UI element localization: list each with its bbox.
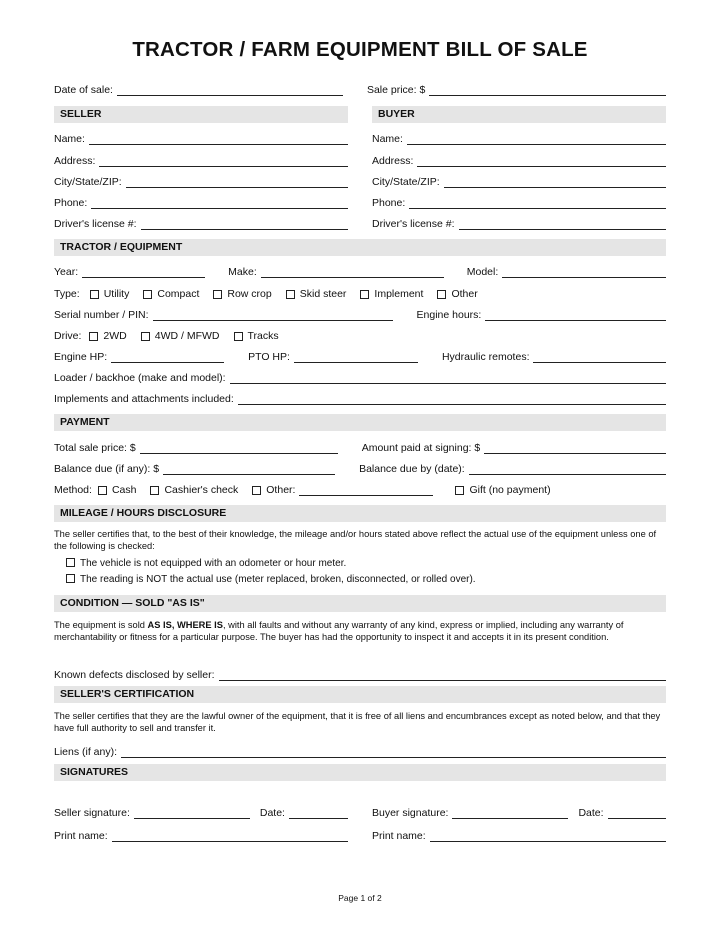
- buyer-address-label: Address:: [372, 155, 414, 167]
- buyer-license-row: [372, 214, 666, 230]
- loader-field[interactable]: [230, 371, 666, 384]
- drive-option-2wd[interactable]: 2WD: [89, 330, 126, 342]
- buyer-name-field[interactable]: [407, 132, 666, 145]
- drive-option-4wd[interactable]: 4WD / MFWD: [141, 330, 220, 342]
- buyer-section-header: BUYER: [372, 106, 666, 123]
- method-option-cash[interactable]: Cash: [98, 484, 137, 496]
- buyer-phone-field[interactable]: [409, 196, 666, 209]
- buyer-city-row: [372, 172, 666, 188]
- checkbox-icon[interactable]: [437, 290, 446, 299]
- seller-name-label: Name:: [54, 133, 85, 145]
- type-option-skid-steer[interactable]: Skid steer: [286, 288, 347, 300]
- mileage-section-header: MILEAGE / HOURS DISCLOSURE: [54, 505, 666, 522]
- make-label: Make:: [228, 266, 257, 278]
- mileage-disclosure-text: The seller certifies that, to the best of their knowledge, the mileage and/or hours stated above reflect the actual use of the equipment unless one of the following is checked:: [54, 529, 657, 551]
- amount-paid-label: Amount paid at signing: $: [361, 442, 481, 454]
- seller-phone-field[interactable]: [91, 196, 348, 209]
- total-price-label: Total sale price: $: [54, 442, 136, 454]
- liens-field[interactable]: [121, 745, 666, 758]
- engine-hp-label: Engine HP:: [54, 351, 108, 363]
- sale-info-row: [54, 80, 666, 96]
- as-is-emphasis: AS IS, WHERE IS: [147, 620, 223, 630]
- loader-label: Loader / backhoe (make and model):: [54, 372, 226, 384]
- defects-field[interactable]: [219, 668, 667, 681]
- liens-row: [54, 742, 666, 758]
- model-field[interactable]: [502, 265, 666, 278]
- seller-phone-row: [54, 193, 348, 209]
- checkbox-icon[interactable]: [89, 332, 98, 341]
- buyer-date-label: Date:: [578, 807, 604, 819]
- implements-label: Implements and attachments included:: [54, 393, 234, 405]
- balance-due-label: Balance due (if any): $: [54, 463, 160, 475]
- checkbox-icon[interactable]: [90, 290, 99, 299]
- buyer-name-label: Name:: [372, 133, 403, 145]
- method-other-field[interactable]: [299, 483, 433, 496]
- balance-due-by-field[interactable]: [469, 462, 666, 475]
- equipment-section-header: TRACTOR / EQUIPMENT: [54, 239, 666, 256]
- method-option-gift[interactable]: Gift (no payment): [455, 484, 550, 496]
- seller-name-field[interactable]: [89, 132, 348, 145]
- year-label: Year:: [54, 266, 79, 278]
- balance-due-by-label: Balance due by (date):: [359, 463, 465, 475]
- drive-option-tracks[interactable]: Tracks: [234, 330, 279, 342]
- date-of-sale-label: Date of sale:: [54, 84, 113, 96]
- seller-address-label: Address:: [54, 155, 96, 167]
- type-option-compact[interactable]: Compact: [143, 288, 199, 300]
- year-field[interactable]: [82, 265, 205, 278]
- method-label: Method:: [54, 484, 92, 496]
- pto-hp-label: PTO HP:: [248, 351, 290, 363]
- condition-section-header: CONDITION — SOLD "AS IS": [54, 595, 666, 612]
- seller-signature-row: [54, 803, 348, 819]
- seller-signature-field[interactable]: [134, 806, 250, 819]
- date-of-sale-field[interactable]: [117, 83, 343, 96]
- engine-hp-field[interactable]: [111, 350, 224, 363]
- buyer-signature-row: [372, 803, 666, 819]
- seller-print-name-field[interactable]: [112, 829, 348, 842]
- implements-row: [54, 389, 666, 405]
- seller-license-row: [54, 214, 348, 230]
- seller-print-name-row: [54, 826, 348, 842]
- buyer-name-row: [372, 129, 666, 145]
- payment-section-header: PAYMENT: [54, 414, 666, 431]
- checkbox-icon[interactable]: [360, 290, 369, 299]
- mileage-option-not-actual[interactable]: The reading is NOT the actual use (meter replaced, broken, disconnected, or rolled over).: [66, 574, 678, 586]
- buyer-print-name-row: [372, 826, 666, 842]
- buyer-signature-field[interactable]: [452, 806, 568, 819]
- seller-address-field[interactable]: [99, 154, 348, 167]
- total-paid-row: [54, 438, 666, 454]
- balance-row: [54, 459, 666, 475]
- drive-row: [54, 326, 666, 342]
- buyer-city-field[interactable]: [444, 175, 666, 188]
- liens-label: Liens (if any):: [54, 746, 118, 758]
- buyer-license-label: Driver's license #:: [372, 218, 455, 230]
- seller-section-header: SELLER: [54, 106, 348, 123]
- buyer-signature-label: Buyer signature:: [372, 807, 449, 819]
- document-title: TRACTOR / FARM EQUIPMENT BILL OF SALE: [132, 38, 588, 61]
- type-row: [54, 284, 666, 300]
- hydraulic-remotes-field[interactable]: [533, 350, 666, 363]
- make-field[interactable]: [261, 265, 444, 278]
- seller-address-row: [54, 151, 348, 167]
- serial-field[interactable]: [153, 308, 393, 321]
- certification-text: The seller certifies that they are the lawful owner of the equipment, that it is free of all liens and encumbrances except as noted below, and that they have full authority to sell and transfer it.: [54, 711, 661, 733]
- balance-due-field[interactable]: [163, 462, 335, 475]
- mileage-option-no-meter[interactable]: The vehicle is not equipped with an odometer or hour meter.: [66, 558, 678, 570]
- seller-license-label: Driver's license #:: [54, 218, 137, 230]
- serial-label: Serial number / PIN:: [54, 309, 149, 321]
- checkbox-icon[interactable]: [234, 332, 243, 341]
- page-number: Page 1 of 2: [338, 893, 382, 903]
- engine-hours-label: Engine hours:: [416, 309, 482, 321]
- engine-hours-field[interactable]: [485, 308, 666, 321]
- buyer-print-name-label: Print name:: [372, 830, 426, 842]
- buyer-city-label: City/State/ZIP:: [372, 176, 440, 188]
- checkbox-icon[interactable]: [455, 486, 464, 495]
- checkbox-icon[interactable]: [141, 332, 150, 341]
- seller-license-field[interactable]: [141, 217, 348, 230]
- method-option-other[interactable]: Other:: [252, 484, 295, 496]
- buyer-address-field[interactable]: [417, 154, 666, 167]
- seller-date-field[interactable]: [289, 806, 348, 819]
- checkbox-icon[interactable]: [213, 290, 222, 299]
- method-option-cashiers-check[interactable]: Cashier's check: [150, 484, 238, 496]
- type-label: Type:: [54, 288, 80, 300]
- pto-hp-field[interactable]: [294, 350, 418, 363]
- loader-row: [54, 368, 666, 384]
- buyer-print-name-field[interactable]: [430, 829, 666, 842]
- buyer-phone-row: [372, 193, 666, 209]
- buyer-address-row: [372, 151, 666, 167]
- hydraulic-remotes-label: Hydraulic remotes:: [441, 351, 530, 363]
- signatures-section-header: SIGNATURES: [54, 764, 666, 781]
- sale-price-label: Sale price: $: [366, 84, 426, 96]
- total-price-field[interactable]: [140, 441, 338, 454]
- horsepower-row: [54, 347, 666, 363]
- year-make-model-row: [54, 262, 666, 278]
- type-option-row-crop[interactable]: Row crop: [213, 288, 271, 300]
- type-option-utility[interactable]: Utility: [90, 288, 130, 300]
- seller-city-field[interactable]: [126, 175, 348, 188]
- buyer-license-field[interactable]: [459, 217, 666, 230]
- seller-print-name-label: Print name:: [54, 830, 108, 842]
- checkbox-icon[interactable]: [150, 486, 159, 495]
- type-option-other[interactable]: Other: [437, 288, 477, 300]
- checkbox-icon[interactable]: [66, 574, 75, 583]
- certification-section-header: SELLER'S CERTIFICATION: [54, 686, 666, 703]
- defects-row: [54, 665, 666, 681]
- buyer-date-field[interactable]: [608, 806, 666, 819]
- implements-field[interactable]: [238, 392, 666, 405]
- drive-label: Drive:: [54, 330, 82, 342]
- defects-label: Known defects disclosed by seller:: [54, 669, 215, 681]
- type-option-implement[interactable]: Implement: [360, 288, 423, 300]
- seller-phone-label: Phone:: [54, 197, 88, 209]
- checkbox-icon[interactable]: [252, 486, 261, 495]
- checkbox-icon[interactable]: [66, 558, 75, 567]
- seller-signature-label: Seller signature:: [54, 807, 130, 819]
- condition-text: The equipment is sold AS IS, WHERE IS, with all faults and without any warranty of any kind, express or implied, including any warranty of merchantability or fitness for a particular purpose. The buyer has had the opportunity to inspect it and accepts it in its present condition.: [54, 620, 624, 642]
- sale-price-field[interactable]: [429, 83, 666, 96]
- seller-date-label: Date:: [259, 807, 285, 819]
- checkbox-icon[interactable]: [143, 290, 152, 299]
- buyer-phone-label: Phone:: [372, 197, 406, 209]
- seller-city-row: [54, 172, 348, 188]
- checkbox-icon[interactable]: [98, 486, 107, 495]
- seller-city-label: City/State/ZIP:: [54, 176, 122, 188]
- method-row: [54, 480, 666, 496]
- serial-hours-row: [54, 305, 666, 321]
- model-label: Model:: [466, 266, 499, 278]
- checkbox-icon[interactable]: [286, 290, 295, 299]
- seller-name-row: [54, 129, 348, 145]
- amount-paid-field[interactable]: [484, 441, 666, 454]
